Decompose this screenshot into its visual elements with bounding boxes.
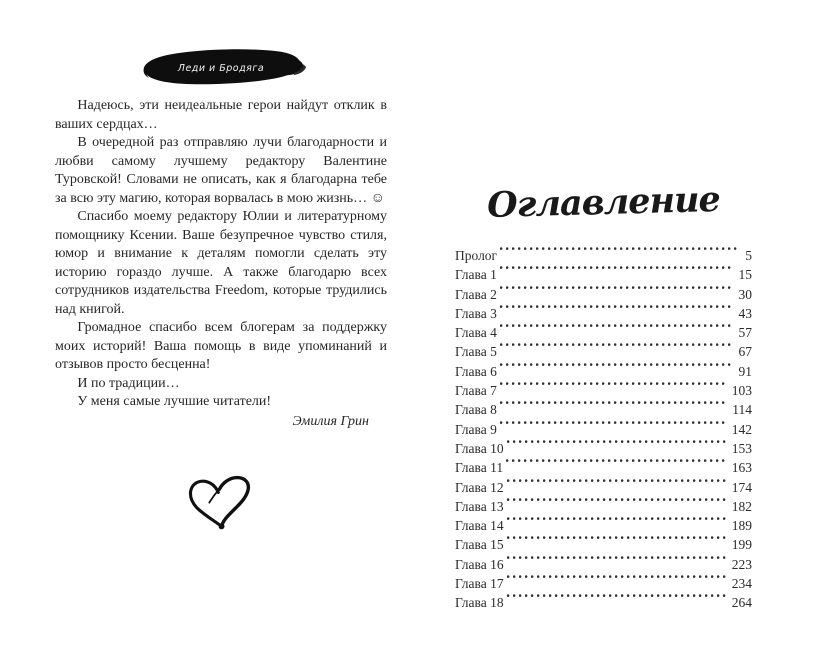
- dot-leader: [500, 266, 734, 279]
- paragraph: Надеюсь, эти неидеальные герои найдут отклик в ваших сердцах…: [55, 98, 387, 132]
- toc-entry[interactable]: [455, 286, 752, 305]
- toc-entry-page: 5: [745, 248, 752, 263]
- dot-leader: [507, 575, 727, 588]
- toc-entry[interactable]: [455, 363, 752, 382]
- toc-entry[interactable]: [455, 401, 752, 420]
- toc-entry-label: Глава 8: [455, 402, 497, 418]
- toc-entry[interactable]: [455, 247, 752, 266]
- toc-entry-page: 114: [732, 402, 752, 418]
- toc-entry-page: 57: [738, 325, 752, 341]
- left-page: [55, 45, 387, 537]
- right-page: [455, 180, 752, 614]
- dot-leader: [500, 324, 734, 337]
- toc-entry[interactable]: [455, 305, 752, 324]
- toc-entry[interactable]: [455, 421, 752, 440]
- dot-leader: [500, 286, 734, 299]
- toc-entry-label: Глава 18: [455, 595, 504, 611]
- toc-entry-label: Глава 1: [455, 267, 497, 283]
- toc-entry[interactable]: [455, 517, 752, 536]
- dot-leader: [500, 401, 727, 414]
- author-signature: Эмилия Грин: [292, 413, 369, 429]
- dot-leader: [507, 479, 727, 492]
- toc-entry[interactable]: [455, 382, 752, 401]
- toc-entry[interactable]: [455, 266, 752, 285]
- toc-entry-label: Пролог: [455, 248, 498, 263]
- toc-entry-label: Глава 9: [455, 421, 497, 437]
- dot-leader: [500, 247, 740, 260]
- dot-leader: [500, 305, 734, 318]
- toc-entry-label: Глава 2: [455, 286, 497, 302]
- paragraph: В очередной раз отправляю лучи благодарности и любви самому лучшему редактору Валентине Туровской! Словами не описать, как я благодарна тебе за всю эту магию, которая ворвалась в мою жизнь… ☺: [55, 135, 387, 206]
- dot-leader: [500, 343, 734, 356]
- toc-entry[interactable]: [455, 440, 752, 459]
- toc-entry-label: Глава 17: [455, 576, 504, 592]
- toc-entry-label: Глава 15: [455, 537, 504, 553]
- toc-entry-page: 15: [738, 267, 752, 283]
- paragraph: И по традиции…: [77, 375, 180, 391]
- toc-entry[interactable]: [455, 498, 752, 517]
- dot-leader: [507, 536, 727, 549]
- toc-entry-page: 91: [738, 363, 752, 379]
- toc-entry-page: 30: [738, 286, 752, 302]
- toc-entry-label: Глава 3: [455, 305, 497, 321]
- toc-entry[interactable]: [455, 575, 752, 594]
- dot-leader: [507, 594, 727, 607]
- dot-leader: [500, 421, 727, 434]
- dot-leader: [507, 440, 727, 453]
- toc-entry-label: Глава 6: [455, 363, 497, 379]
- heart-doodle-icon: [184, 465, 258, 537]
- toc-entry-page: 103: [731, 383, 752, 399]
- toc-entry[interactable]: [455, 556, 752, 575]
- dot-leader: [507, 517, 727, 530]
- toc-entry-label: Глава 12: [455, 479, 504, 495]
- paragraph: Спасибо моему редактору Юлии и литературному помощнику Ксении. Ваше безупречное чувство стиля, юмор и внимание к деталям помогли сделать эту историю гораздо лучше. А также благодарю всех сотрудников издательства Freedom, которые трудились над книгой.: [55, 209, 387, 317]
- toc-entry-page: 199: [731, 537, 752, 553]
- dot-leader: [507, 556, 727, 569]
- toc-entry-page: 174: [731, 479, 752, 495]
- dot-leader: [507, 498, 727, 511]
- toc-entry-label: Глава 7: [455, 383, 497, 399]
- table-of-contents: [455, 247, 752, 614]
- toc-entry-label: Глава 4: [455, 325, 497, 341]
- acknowledgments-text: [55, 97, 387, 431]
- toc-entry-page: 43: [738, 305, 752, 321]
- toc-entry[interactable]: [455, 324, 752, 343]
- dot-leader: [500, 382, 727, 395]
- series-badge-label: Леди и Бродяга: [177, 63, 265, 74]
- toc-title: Оглавление: [486, 178, 721, 227]
- toc-entry-label: Глава 5: [455, 344, 497, 360]
- toc-entry-page: 153: [731, 440, 752, 456]
- toc-entry-label: Глава 11: [455, 460, 504, 476]
- toc-entry[interactable]: [455, 536, 752, 555]
- toc-entry-page: 223: [731, 556, 752, 572]
- toc-entry[interactable]: [455, 459, 752, 478]
- toc-entry[interactable]: [455, 479, 752, 498]
- toc-entry-page: 142: [731, 421, 752, 437]
- toc-entry-label: Глава 13: [455, 498, 504, 514]
- toc-entry-label: Глава 16: [455, 556, 504, 572]
- toc-entry[interactable]: [455, 343, 752, 362]
- toc-entry[interactable]: [455, 594, 752, 613]
- toc-entry-label: Глава 10: [455, 440, 504, 456]
- toc-entry-page: 163: [731, 460, 752, 476]
- dot-leader: [506, 459, 727, 472]
- toc-entry-page: 234: [731, 576, 752, 592]
- dot-leader: [500, 363, 734, 376]
- paragraph: Громадное спасибо всем блогерам за поддержку моих историй! Ваша помощь в виде упоминаний и отзывов просто бесценна!: [55, 320, 387, 372]
- paragraph: У меня самые лучшие читатели!: [77, 394, 272, 409]
- toc-entry-label: Глава 14: [455, 518, 504, 534]
- brush-stroke-icon: [135, 45, 307, 93]
- toc-entry-page: 182: [731, 498, 752, 514]
- toc-entry-page: 67: [738, 344, 752, 360]
- toc-entry-page: 189: [731, 518, 752, 534]
- series-badge: [135, 45, 307, 93]
- toc-entry-page: 264: [731, 595, 752, 611]
